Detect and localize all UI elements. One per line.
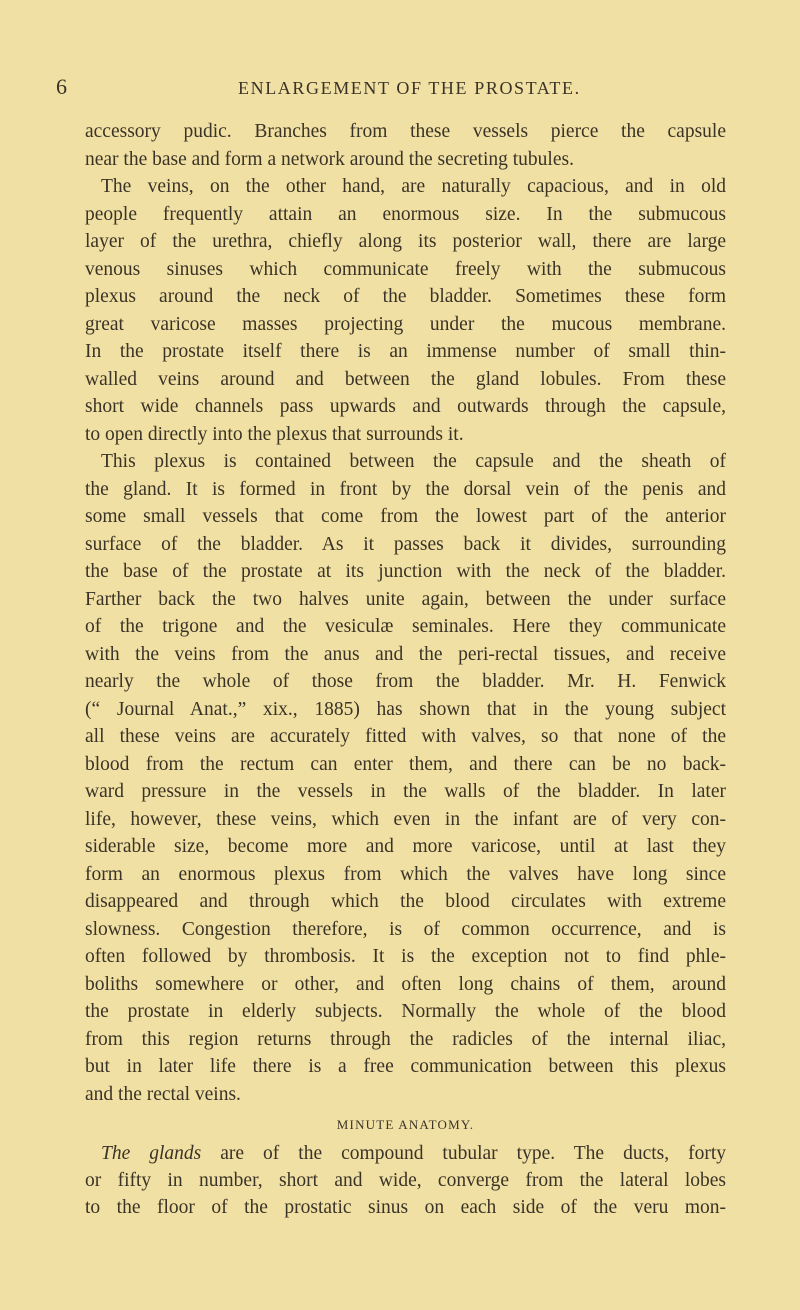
text-line: accessory pudic. Branches from these vessels pierce the capsule [85, 121, 726, 142]
text-line: to open directly into the plexus that surrounds it. [85, 423, 464, 445]
body-text [85, 118, 726, 1221]
text-line: slowness. Congestion therefore, is of common occurrence, and is [85, 918, 726, 940]
text-line: surface of the bladder. As it passes back it divides, surrounding [85, 533, 726, 555]
paragraph [85, 1140, 726, 1221]
section-heading: MINUTE ANATOMY. [336, 1117, 475, 1132]
text-line: or fifty in number, short and wide, converge from the lateral lobes [85, 1170, 726, 1191]
text-line-rest: are of the compound tubular type. The ducts, forty [201, 1143, 726, 1164]
text-line: near the base and form a network around the secreting tubules. [85, 148, 574, 170]
paragraph [85, 118, 726, 173]
text-line: often followed by thrombosis. It is the exception not to find phle- [85, 946, 726, 967]
text-line: walled veins around and between the gland lobules. From these [85, 368, 726, 390]
page-number: 6 [56, 74, 67, 99]
text-line: some small vessels that come from the lowest part of the anterior [85, 506, 726, 527]
text-line: short wide channels pass upwards and outwards through the capsule, [85, 396, 726, 417]
paragraphs [85, 118, 726, 1108]
text-line: with the veins from the anus and the peri-rectal tissues, and receive [85, 643, 726, 665]
text-line: The veins, on the other hand, are naturally capacious, and in old [101, 176, 726, 197]
text-line: siderable size, become more and more varicose, until at last they [85, 836, 726, 857]
text-line: from this region returns through the radicles of the internal iliac, [85, 1028, 726, 1050]
text-line: life, however, these veins, which even in the infant are of very con- [85, 808, 726, 830]
text-line: blood from the rectum can enter them, and there can be no back- [85, 753, 726, 775]
paragraph [85, 448, 726, 1108]
text-line: boliths somewhere or other, and often long chains of them, around [85, 973, 726, 995]
text-line: and the rectal veins. [85, 1083, 241, 1105]
text-line: layer of the urethra, chiefly along its posterior wall, there are large [85, 231, 726, 252]
text-line: the gland. It is formed in front by the dorsal vein of the penis and [85, 478, 726, 500]
text-line: the base of the prostate at its junction with the neck of the bladder. [85, 561, 726, 582]
running-head: ENLARGEMENT OF THE PROSTATE. [238, 78, 581, 98]
italic-term: The glands [101, 1143, 202, 1164]
text-line: In the prostate itself there is an immense number of small thin- [85, 341, 726, 362]
text-line: nearly the whole of those from the bladder. Mr. H. Fenwick [85, 671, 726, 692]
text-line: people frequently attain an enormous size. In the submucous [85, 203, 726, 225]
text-line: of the trigone and the vesiculæ seminales. Here they communicate [85, 616, 726, 637]
paragraph [85, 173, 726, 448]
text-line: disappeared and through which the blood circulates with extreme [85, 891, 726, 912]
text-line: to the floor of the prostatic sinus on each side of the veru mon- [85, 1197, 726, 1218]
text-line: form an enormous plexus from which the valves have long since [85, 863, 726, 885]
text-line: Farther back the two halves unite again, between the under surface [85, 588, 726, 610]
text-line: plexus around the neck of the bladder. Sometimes these form [85, 286, 726, 307]
text-line: venous sinuses which communicate freely with the submucous [85, 258, 726, 280]
text-line: This plexus is contained between the capsule and the sheath of [101, 451, 726, 472]
text-line: the prostate in elderly subjects. Normally the whole of the blood [85, 1001, 726, 1022]
text-line: great varicose masses projecting under the mucous membrane. [85, 313, 726, 335]
text-line: all these veins are accurately fitted with valves, so that none of the [85, 726, 726, 747]
text-line [85, 1140, 726, 1167]
text-line: but in later life there is a free communication between this plexus [85, 1056, 726, 1077]
text-line: (“ Journal Anat.,” xix., 1885) has shown that in the young subject [85, 698, 726, 720]
text-line: ward pressure in the vessels in the walls of the bladder. In later [85, 781, 726, 802]
